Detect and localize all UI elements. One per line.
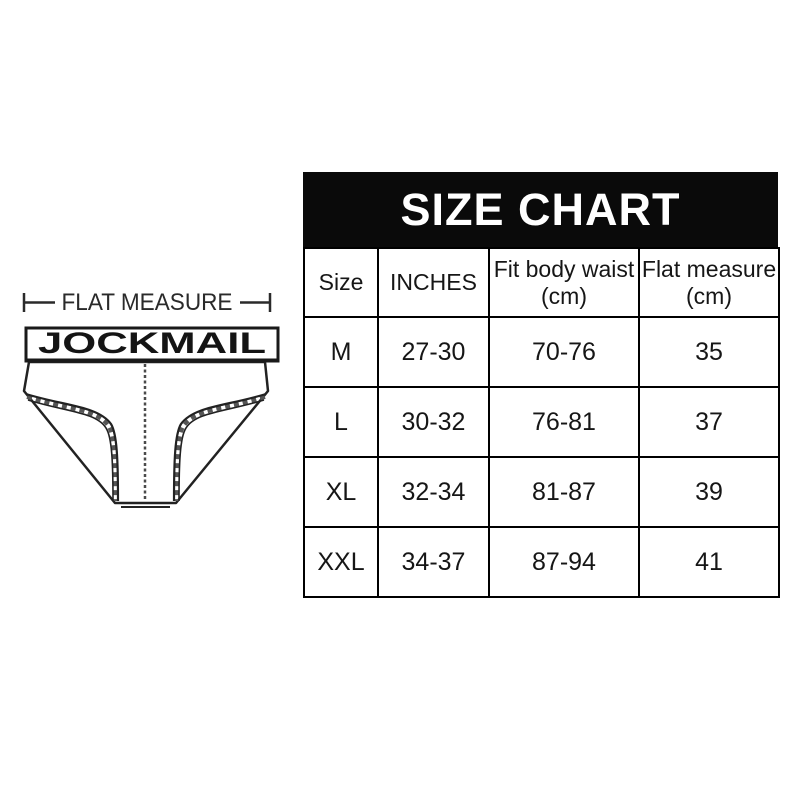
flat-measure-label: FLAT MEASURE [61, 289, 233, 316]
row-m [304, 317, 779, 387]
col-header-sub: (cm) [686, 282, 732, 309]
row-xl [304, 457, 779, 527]
col-header-size [304, 248, 378, 317]
cell-flat: 37 [639, 387, 779, 457]
cell-waist: 76-81 [489, 387, 639, 457]
row-l [304, 387, 779, 457]
cell-size: XXL [304, 527, 378, 597]
col-header-inches [378, 248, 489, 317]
cell-flat: 35 [639, 317, 779, 387]
cell-inches: 30-32 [378, 387, 489, 457]
cell-size: L [304, 387, 378, 457]
col-header-fit-body-waist [489, 248, 639, 317]
col-header-label: Size [318, 269, 364, 295]
col-header-flat-measure [639, 248, 779, 317]
cell-flat: 39 [639, 457, 779, 527]
cell-inches: 32-34 [378, 457, 489, 527]
cell-waist: 81-87 [489, 457, 639, 527]
cell-waist: 87-94 [489, 527, 639, 597]
col-header-sub: (cm) [541, 282, 587, 309]
cell-inches: 34-37 [378, 527, 489, 597]
cell-size: XL [304, 457, 378, 527]
size-table [303, 247, 780, 598]
size-chart [303, 172, 778, 598]
size-chart-header: SIZE CHART [303, 172, 778, 247]
col-header-label: Flat measure [641, 255, 777, 282]
column-header-row [304, 248, 779, 317]
cell-flat: 41 [639, 527, 779, 597]
cell-inches: 27-30 [378, 317, 489, 387]
cell-waist: 70-76 [489, 317, 639, 387]
cell-size: M [304, 317, 378, 387]
row-xxl [304, 527, 779, 597]
col-header-label: INCHES [390, 269, 477, 295]
brand-logo-text: JOCKMAIL [38, 327, 266, 360]
briefs-drawing [0, 280, 300, 542]
col-header-label: Fit body waist [493, 255, 635, 282]
